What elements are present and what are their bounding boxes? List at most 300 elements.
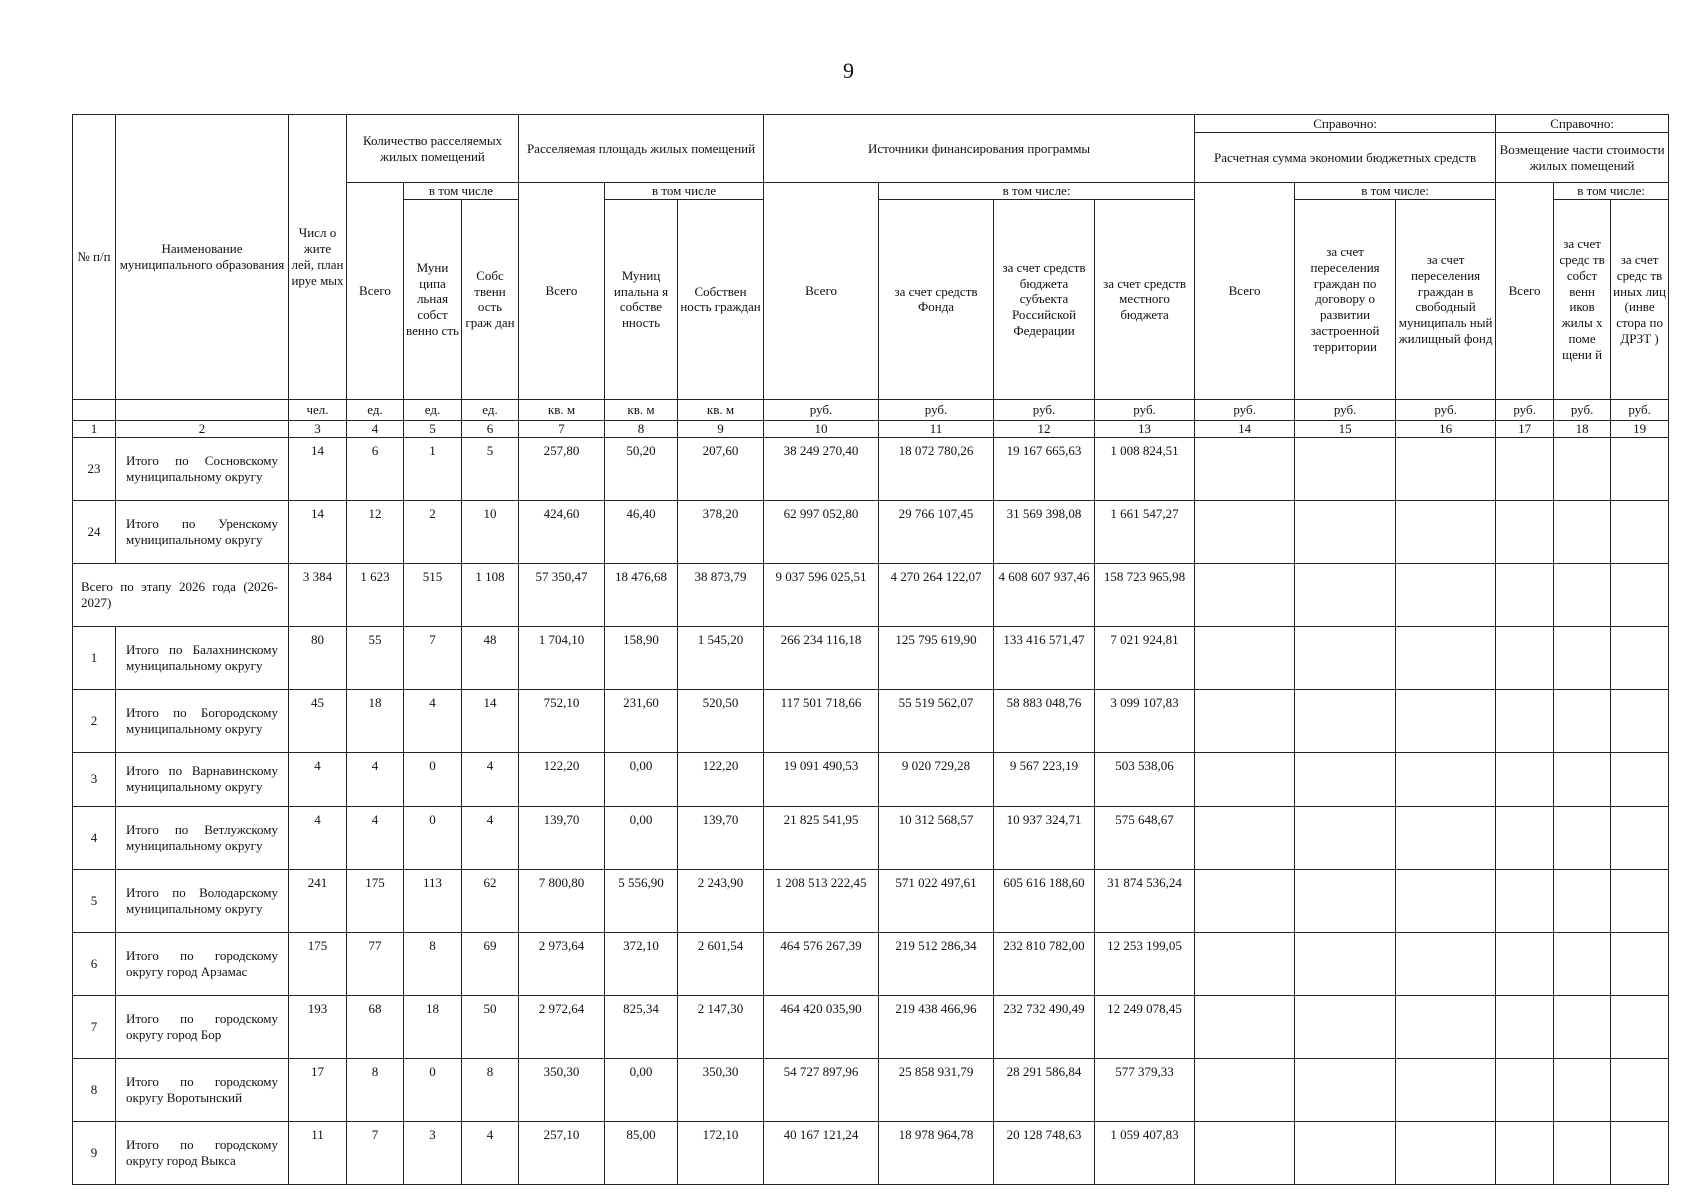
compensation-owners-cell xyxy=(1554,1058,1611,1121)
savings-development-cell xyxy=(1295,932,1396,995)
savings-free-stock-cell xyxy=(1396,1058,1496,1121)
finance-total-cell: 9 037 596 025,51 xyxy=(764,563,879,626)
area-private-cell: 378,20 xyxy=(678,500,764,563)
units-row xyxy=(73,399,1669,420)
column-number: 6 xyxy=(462,420,519,437)
header-area-including: в том числе xyxy=(605,183,764,200)
area-total-cell: 350,30 xyxy=(519,1058,605,1121)
savings-total-cell xyxy=(1195,500,1295,563)
area-total-cell: 1 704,10 xyxy=(519,626,605,689)
area-municipal-cell: 18 476,68 xyxy=(605,563,678,626)
savings-free-stock-cell xyxy=(1396,500,1496,563)
header-area-private: Собствен ность граждан xyxy=(678,199,764,399)
table-row xyxy=(73,1058,1669,1121)
units-total-cell: 68 xyxy=(347,995,404,1058)
finance-local-cell: 503 538,06 xyxy=(1095,752,1195,806)
finance-fund-cell: 25 858 931,79 xyxy=(879,1058,994,1121)
finance-fund-cell: 10 312 568,57 xyxy=(879,806,994,869)
compensation-total-cell xyxy=(1496,500,1554,563)
area-total-cell: 424,60 xyxy=(519,500,605,563)
savings-total-cell xyxy=(1195,1121,1295,1184)
units-total-cell: 6 xyxy=(347,437,404,500)
savings-total-cell xyxy=(1195,437,1295,500)
finance-local-cell: 158 723 965,98 xyxy=(1095,563,1195,626)
row-number: 1 xyxy=(73,626,116,689)
finance-local-cell: 575 648,67 xyxy=(1095,806,1195,869)
units-private-cell: 1 108 xyxy=(462,563,519,626)
row-number: 24 xyxy=(73,500,116,563)
area-total-cell: 257,80 xyxy=(519,437,605,500)
header-compensation-group: Возмещение части стоимости жилых помещений xyxy=(1496,133,1669,183)
header-savings-development: за счет переселения граждан по договору о развитии застроенной территории xyxy=(1295,199,1396,399)
savings-free-stock-cell xyxy=(1396,1121,1496,1184)
header-residents: Числ о жите лей, план ируе мых xyxy=(289,115,347,400)
savings-development-cell xyxy=(1295,626,1396,689)
row-number: 6 xyxy=(73,932,116,995)
area-municipal-cell: 46,40 xyxy=(605,500,678,563)
finance-local-cell: 1 008 824,51 xyxy=(1095,437,1195,500)
unit-cell: кв. м xyxy=(605,399,678,420)
savings-free-stock-cell xyxy=(1396,932,1496,995)
compensation-owners-cell xyxy=(1554,437,1611,500)
units-municipal-cell: 7 xyxy=(404,626,462,689)
units-municipal-cell: 0 xyxy=(404,806,462,869)
table-row xyxy=(73,806,1669,869)
header-area-municipal: Муниц ипальна я собстве нность xyxy=(605,199,678,399)
municipality-name: Итого по Варнавинскому муниципальному округу xyxy=(116,752,289,806)
area-private-cell: 1 545,20 xyxy=(678,626,764,689)
finance-fund-cell: 4 270 264 122,07 xyxy=(879,563,994,626)
compensation-owners-cell xyxy=(1554,500,1611,563)
units-total-cell: 77 xyxy=(347,932,404,995)
finance-fund-cell: 18 978 964,78 xyxy=(879,1121,994,1184)
area-total-cell: 2 973,64 xyxy=(519,932,605,995)
units-private-cell: 14 xyxy=(462,689,519,752)
residents-cell: 45 xyxy=(289,689,347,752)
savings-free-stock-cell xyxy=(1396,752,1496,806)
units-private-cell: 48 xyxy=(462,626,519,689)
compensation-total-cell xyxy=(1496,995,1554,1058)
area-private-cell: 520,50 xyxy=(678,689,764,752)
residents-cell: 4 xyxy=(289,752,347,806)
compensation-owners-cell xyxy=(1554,689,1611,752)
unit-cell: ед. xyxy=(347,399,404,420)
finance-total-cell: 40 167 121,24 xyxy=(764,1121,879,1184)
municipality-name: Итого по Сосновскому муниципальному округу xyxy=(116,437,289,500)
savings-total-cell xyxy=(1195,806,1295,869)
units-municipal-cell: 18 xyxy=(404,995,462,1058)
compensation-owners-cell xyxy=(1554,806,1611,869)
finance-total-cell: 21 825 541,95 xyxy=(764,806,879,869)
row-number: 5 xyxy=(73,869,116,932)
area-total-cell: 122,20 xyxy=(519,752,605,806)
column-number: 8 xyxy=(605,420,678,437)
finance-local-cell: 12 249 078,45 xyxy=(1095,995,1195,1058)
area-private-cell: 350,30 xyxy=(678,1058,764,1121)
column-number: 11 xyxy=(879,420,994,437)
column-numbers-row xyxy=(73,420,1669,437)
units-total-cell: 4 xyxy=(347,752,404,806)
units-private-cell: 10 xyxy=(462,500,519,563)
area-municipal-cell: 825,34 xyxy=(605,995,678,1058)
units-municipal-cell: 3 xyxy=(404,1121,462,1184)
finance-fund-cell: 29 766 107,45 xyxy=(879,500,994,563)
header-finance-fund: за счет средств Фонда xyxy=(879,199,994,399)
savings-total-cell xyxy=(1195,995,1295,1058)
column-number: 17 xyxy=(1496,420,1554,437)
savings-development-cell xyxy=(1295,752,1396,806)
finance-fund-cell: 571 022 497,61 xyxy=(879,869,994,932)
finance-local-cell: 12 253 199,05 xyxy=(1095,932,1195,995)
column-number: 18 xyxy=(1554,420,1611,437)
finance-region-cell: 232 810 782,00 xyxy=(994,932,1095,995)
area-private-cell: 2 601,54 xyxy=(678,932,764,995)
unit-cell: ед. xyxy=(404,399,462,420)
savings-total-cell xyxy=(1195,932,1295,995)
compensation-owners-cell xyxy=(1554,752,1611,806)
savings-development-cell xyxy=(1295,995,1396,1058)
savings-total-cell xyxy=(1195,563,1295,626)
finance-region-cell: 133 416 571,47 xyxy=(994,626,1095,689)
header-reference-1: Справочно: xyxy=(1195,115,1496,133)
units-total-cell: 12 xyxy=(347,500,404,563)
table-row xyxy=(73,752,1669,806)
residents-cell: 14 xyxy=(289,500,347,563)
savings-total-cell xyxy=(1195,1058,1295,1121)
savings-total-cell xyxy=(1195,752,1295,806)
residents-cell: 14 xyxy=(289,437,347,500)
header-units-group: Количество расселяемых жилых помещений xyxy=(347,115,519,183)
compensation-others-cell xyxy=(1611,752,1669,806)
column-number: 4 xyxy=(347,420,404,437)
row-number: 9 xyxy=(73,1121,116,1184)
compensation-others-cell xyxy=(1611,806,1669,869)
units-total-cell: 55 xyxy=(347,626,404,689)
finance-fund-cell: 9 020 729,28 xyxy=(879,752,994,806)
compensation-others-cell xyxy=(1611,869,1669,932)
area-total-cell: 57 350,47 xyxy=(519,563,605,626)
header-units-total: Всего xyxy=(347,183,404,400)
area-municipal-cell: 85,00 xyxy=(605,1121,678,1184)
units-private-cell: 4 xyxy=(462,752,519,806)
units-private-cell: 50 xyxy=(462,995,519,1058)
finance-local-cell: 3 099 107,83 xyxy=(1095,689,1195,752)
area-private-cell: 2 243,90 xyxy=(678,869,764,932)
unit-cell: чел. xyxy=(289,399,347,420)
units-total-cell: 1 623 xyxy=(347,563,404,626)
savings-development-cell xyxy=(1295,500,1396,563)
table-row xyxy=(73,932,1669,995)
units-total-cell: 8 xyxy=(347,1058,404,1121)
unit-cell: руб. xyxy=(1611,399,1669,420)
compensation-total-cell xyxy=(1496,932,1554,995)
units-total-cell: 4 xyxy=(347,806,404,869)
savings-free-stock-cell xyxy=(1396,995,1496,1058)
column-number: 14 xyxy=(1195,420,1295,437)
table-row xyxy=(73,689,1669,752)
savings-development-cell xyxy=(1295,1121,1396,1184)
finance-total-cell: 38 249 270,40 xyxy=(764,437,879,500)
finance-total-cell: 117 501 718,66 xyxy=(764,689,879,752)
savings-free-stock-cell xyxy=(1396,563,1496,626)
unit-cell: ед. xyxy=(462,399,519,420)
column-number: 7 xyxy=(519,420,605,437)
savings-development-cell xyxy=(1295,689,1396,752)
header-units-municipal: Муни ципа льная собст венно сть xyxy=(404,199,462,399)
compensation-others-cell xyxy=(1611,995,1669,1058)
area-private-cell: 2 147,30 xyxy=(678,995,764,1058)
savings-free-stock-cell xyxy=(1396,437,1496,500)
municipality-name: Итого по Володарскому муниципальному округу xyxy=(116,869,289,932)
column-number: 10 xyxy=(764,420,879,437)
finance-total-cell: 464 576 267,39 xyxy=(764,932,879,995)
area-total-cell: 2 972,64 xyxy=(519,995,605,1058)
area-private-cell: 172,10 xyxy=(678,1121,764,1184)
header-savings-including: в том числе: xyxy=(1295,183,1496,200)
units-total-cell: 175 xyxy=(347,869,404,932)
units-private-cell: 69 xyxy=(462,932,519,995)
compensation-owners-cell xyxy=(1554,932,1611,995)
compensation-others-cell xyxy=(1611,1121,1669,1184)
savings-development-cell xyxy=(1295,869,1396,932)
residents-cell: 80 xyxy=(289,626,347,689)
savings-development-cell xyxy=(1295,1058,1396,1121)
header-finance-including: в том числе: xyxy=(879,183,1195,200)
area-private-cell: 207,60 xyxy=(678,437,764,500)
area-municipal-cell: 158,90 xyxy=(605,626,678,689)
header-area-group: Расселяемая площадь жилых помещений xyxy=(519,115,764,183)
header-savings-free-stock: за счет переселения граждан в свободный муниципаль ный жилищный фонд xyxy=(1396,199,1496,399)
unit-cell: руб. xyxy=(879,399,994,420)
finance-local-cell: 7 021 924,81 xyxy=(1095,626,1195,689)
units-private-cell: 4 xyxy=(462,1121,519,1184)
units-municipal-cell: 2 xyxy=(404,500,462,563)
area-private-cell: 122,20 xyxy=(678,752,764,806)
unit-cell: кв. м xyxy=(678,399,764,420)
municipality-name: Итого по городскому округу Воротынский xyxy=(116,1058,289,1121)
header-compensation-owners: за счет средс тв собст венн иков жилы х поме щени й xyxy=(1554,199,1611,399)
area-total-cell: 752,10 xyxy=(519,689,605,752)
compensation-others-cell xyxy=(1611,437,1669,500)
header-reference-2: Справочно: xyxy=(1496,115,1669,133)
finance-region-cell: 9 567 223,19 xyxy=(994,752,1095,806)
compensation-others-cell xyxy=(1611,1058,1669,1121)
area-private-cell: 139,70 xyxy=(678,806,764,869)
area-total-cell: 7 800,80 xyxy=(519,869,605,932)
savings-total-cell xyxy=(1195,869,1295,932)
unit-cell: руб. xyxy=(764,399,879,420)
area-municipal-cell: 231,60 xyxy=(605,689,678,752)
row-number: 7 xyxy=(73,995,116,1058)
savings-total-cell xyxy=(1195,626,1295,689)
finance-region-cell: 28 291 586,84 xyxy=(994,1058,1095,1121)
compensation-total-cell xyxy=(1496,869,1554,932)
compensation-others-cell xyxy=(1611,563,1669,626)
residents-cell: 241 xyxy=(289,869,347,932)
residents-cell: 3 384 xyxy=(289,563,347,626)
finance-local-cell: 1 059 407,83 xyxy=(1095,1121,1195,1184)
compensation-owners-cell xyxy=(1554,626,1611,689)
area-municipal-cell: 0,00 xyxy=(605,1058,678,1121)
table-row xyxy=(73,1121,1669,1184)
finance-region-cell: 19 167 665,63 xyxy=(994,437,1095,500)
finance-fund-cell: 219 438 466,96 xyxy=(879,995,994,1058)
header-units-private: Собс твенн ость граж дан xyxy=(462,199,519,399)
header-units-including: в том числе xyxy=(404,183,519,200)
header-finance-group: Источники финансирования программы xyxy=(764,115,1195,183)
finance-local-cell: 577 379,33 xyxy=(1095,1058,1195,1121)
compensation-total-cell xyxy=(1496,752,1554,806)
finance-region-cell: 31 569 398,08 xyxy=(994,500,1095,563)
area-private-cell: 38 873,79 xyxy=(678,563,764,626)
unit-cell: руб. xyxy=(1095,399,1195,420)
header-compensation-total: Всего xyxy=(1496,183,1554,400)
municipality-name: Итого по городскому округу город Выкса xyxy=(116,1121,289,1184)
compensation-total-cell xyxy=(1496,806,1554,869)
finance-total-cell: 1 208 513 222,45 xyxy=(764,869,879,932)
units-total-cell: 7 xyxy=(347,1121,404,1184)
header-compensation-others: за счет средс тв иных лиц (инве стора по ДРЗТ ) xyxy=(1611,199,1669,399)
page-number: 9 xyxy=(843,58,854,83)
column-number: 2 xyxy=(116,420,289,437)
row-number: 8 xyxy=(73,1058,116,1121)
table-row xyxy=(73,437,1669,500)
units-municipal-cell: 515 xyxy=(404,563,462,626)
header-savings-group: Расчетная сумма экономии бюджетных средств xyxy=(1195,133,1496,183)
area-municipal-cell: 0,00 xyxy=(605,752,678,806)
header-compensation-including: в том числе: xyxy=(1554,183,1669,200)
units-private-cell: 5 xyxy=(462,437,519,500)
header-num: № п/п xyxy=(73,115,116,400)
units-municipal-cell: 1 xyxy=(404,437,462,500)
finance-fund-cell: 55 519 562,07 xyxy=(879,689,994,752)
unit-cell: кв. м xyxy=(519,399,605,420)
units-municipal-cell: 113 xyxy=(404,869,462,932)
compensation-total-cell xyxy=(1496,1121,1554,1184)
column-number: 19 xyxy=(1611,420,1669,437)
table-row xyxy=(73,500,1669,563)
residents-cell: 17 xyxy=(289,1058,347,1121)
column-number: 12 xyxy=(994,420,1095,437)
unit-cell: руб. xyxy=(994,399,1095,420)
unit-cell: руб. xyxy=(1295,399,1396,420)
column-number: 16 xyxy=(1396,420,1496,437)
savings-development-cell xyxy=(1295,806,1396,869)
compensation-others-cell xyxy=(1611,500,1669,563)
column-number: 5 xyxy=(404,420,462,437)
unit-cell: руб. xyxy=(1554,399,1611,420)
finance-total-cell: 266 234 116,18 xyxy=(764,626,879,689)
municipality-name: Итого по Богородскому муниципальному округу xyxy=(116,689,289,752)
units-municipal-cell: 0 xyxy=(404,752,462,806)
finance-total-cell: 62 997 052,80 xyxy=(764,500,879,563)
finance-fund-cell: 219 512 286,34 xyxy=(879,932,994,995)
summary-row xyxy=(73,563,1669,626)
finance-total-cell: 54 727 897,96 xyxy=(764,1058,879,1121)
units-private-cell: 62 xyxy=(462,869,519,932)
savings-total-cell xyxy=(1195,689,1295,752)
finance-fund-cell: 125 795 619,90 xyxy=(879,626,994,689)
residents-cell: 4 xyxy=(289,806,347,869)
unit-cell: руб. xyxy=(1195,399,1295,420)
finance-region-cell: 4 608 607 937,46 xyxy=(994,563,1095,626)
municipality-name: Итого по городскому округу город Арзамас xyxy=(116,932,289,995)
column-number: 1 xyxy=(73,420,116,437)
compensation-owners-cell xyxy=(1554,995,1611,1058)
municipality-name: Итого по Ветлужскому муниципальному округу xyxy=(116,806,289,869)
residents-cell: 193 xyxy=(289,995,347,1058)
resettlement-table xyxy=(72,114,1669,1185)
units-municipal-cell: 8 xyxy=(404,932,462,995)
header-finance-local: за счет средств местного бюджета xyxy=(1095,199,1195,399)
compensation-total-cell xyxy=(1496,689,1554,752)
compensation-total-cell xyxy=(1496,563,1554,626)
residents-cell: 175 xyxy=(289,932,347,995)
units-municipal-cell: 4 xyxy=(404,689,462,752)
finance-region-cell: 20 128 748,63 xyxy=(994,1121,1095,1184)
row-number: 23 xyxy=(73,437,116,500)
area-municipal-cell: 50,20 xyxy=(605,437,678,500)
units-municipal-cell: 0 xyxy=(404,1058,462,1121)
table-row xyxy=(73,626,1669,689)
compensation-owners-cell xyxy=(1554,1121,1611,1184)
table-row xyxy=(73,869,1669,932)
savings-free-stock-cell xyxy=(1396,806,1496,869)
finance-region-cell: 58 883 048,76 xyxy=(994,689,1095,752)
row-number: 2 xyxy=(73,689,116,752)
municipality-name: Всего по этапу 2026 года (2026-2027) xyxy=(73,563,289,626)
column-number: 3 xyxy=(289,420,347,437)
units-private-cell: 8 xyxy=(462,1058,519,1121)
unit-cell: руб. xyxy=(1496,399,1554,420)
savings-free-stock-cell xyxy=(1396,626,1496,689)
compensation-others-cell xyxy=(1611,932,1669,995)
finance-local-cell: 1 661 547,27 xyxy=(1095,500,1195,563)
header-savings-total: Всего xyxy=(1195,183,1295,400)
savings-development-cell xyxy=(1295,563,1396,626)
row-number: 3 xyxy=(73,752,116,806)
header-finance-total: Всего xyxy=(764,183,879,400)
area-total-cell: 257,10 xyxy=(519,1121,605,1184)
area-total-cell: 139,70 xyxy=(519,806,605,869)
compensation-total-cell xyxy=(1496,437,1554,500)
units-total-cell: 18 xyxy=(347,689,404,752)
area-municipal-cell: 5 556,90 xyxy=(605,869,678,932)
finance-fund-cell: 18 072 780,26 xyxy=(879,437,994,500)
area-municipal-cell: 372,10 xyxy=(605,932,678,995)
savings-free-stock-cell xyxy=(1396,869,1496,932)
compensation-total-cell xyxy=(1496,1058,1554,1121)
compensation-others-cell xyxy=(1611,689,1669,752)
finance-total-cell: 464 420 035,90 xyxy=(764,995,879,1058)
finance-region-cell: 605 616 188,60 xyxy=(994,869,1095,932)
compensation-owners-cell xyxy=(1554,563,1611,626)
column-number: 9 xyxy=(678,420,764,437)
column-number: 15 xyxy=(1295,420,1396,437)
savings-development-cell xyxy=(1295,437,1396,500)
municipality-name: Итого по Уренскому муниципальному округу xyxy=(116,500,289,563)
residents-cell: 11 xyxy=(289,1121,347,1184)
savings-free-stock-cell xyxy=(1396,689,1496,752)
finance-local-cell: 31 874 536,24 xyxy=(1095,869,1195,932)
header-finance-region: за счет средств бюджета субъекта Российской Федерации xyxy=(994,199,1095,399)
header-name: Наименование муниципального образования xyxy=(116,115,289,400)
finance-total-cell: 19 091 490,53 xyxy=(764,752,879,806)
finance-region-cell: 10 937 324,71 xyxy=(994,806,1095,869)
compensation-total-cell xyxy=(1496,626,1554,689)
header-area-total: Всего xyxy=(519,183,605,400)
units-private-cell: 4 xyxy=(462,806,519,869)
